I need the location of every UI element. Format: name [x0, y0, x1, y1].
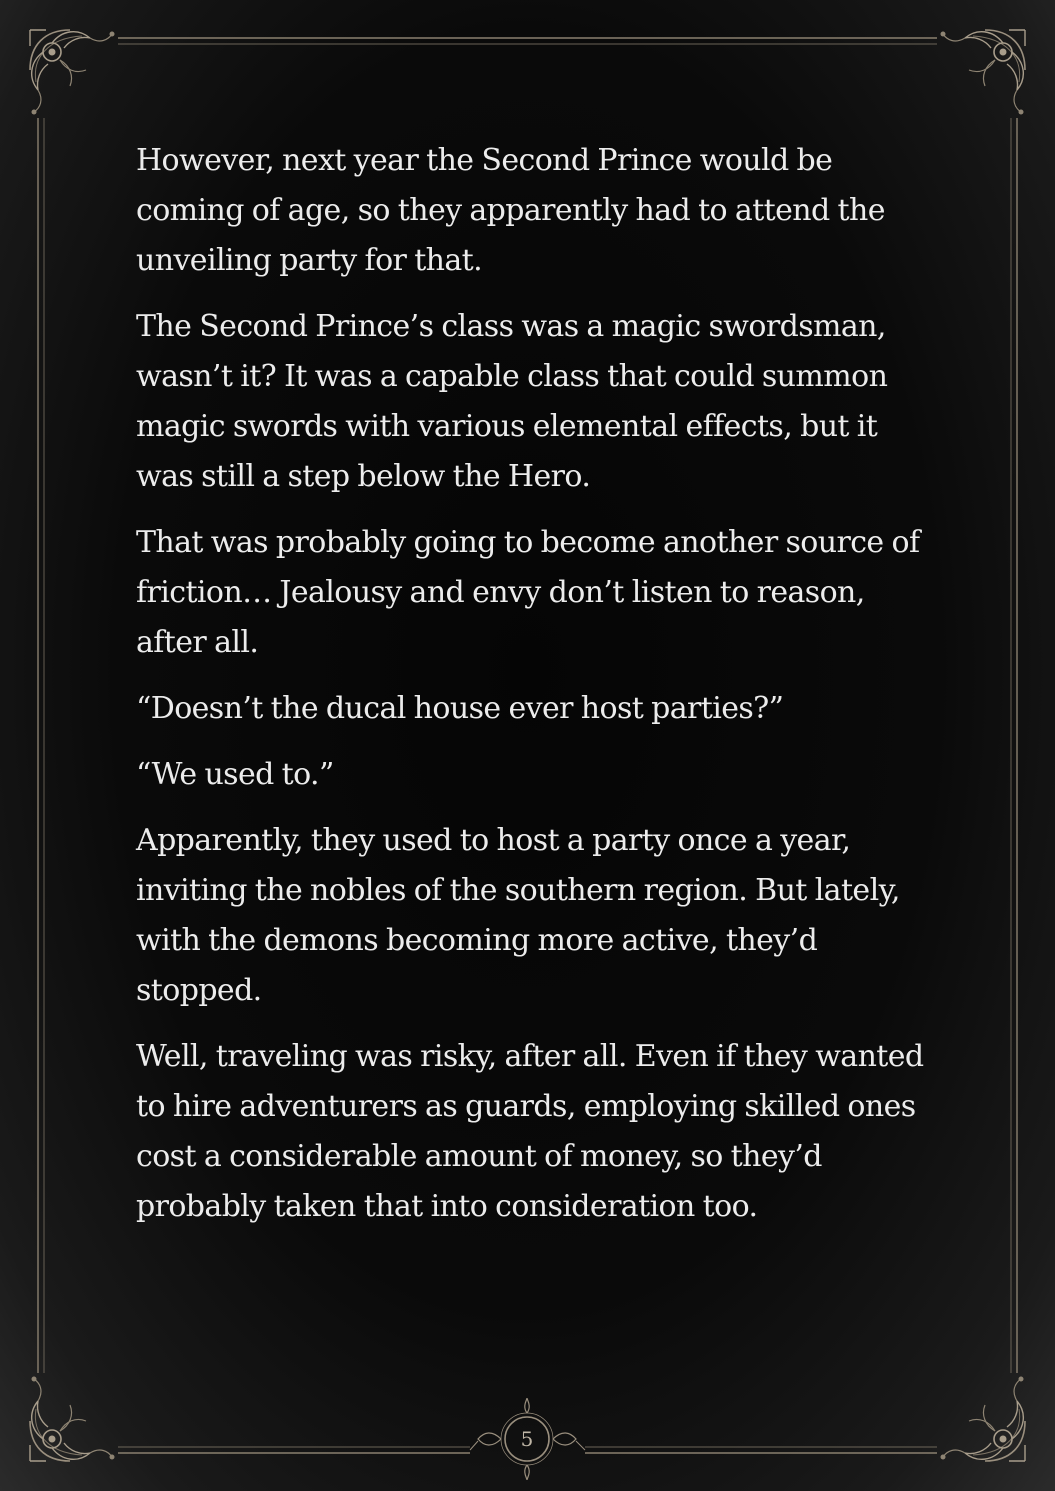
paragraph: That was probably going to become another source of friction… Jealousy and envy don’t listen to reason, after all. — [136, 525, 920, 660]
paragraph: Well, traveling was risky, after all. Even if they wanted to hire adventurers as guards, employing skilled ones cost a considerable amount of money, so they’d probably taken that into consideration too. — [136, 1039, 924, 1224]
ornate-corner-icon — [941, 1377, 1026, 1462]
ornate-corner-icon — [941, 30, 1026, 115]
page-number-medallion — [487, 1404, 567, 1474]
ornate-corner-icon — [30, 1377, 115, 1462]
paragraph: However, next year the Second Prince would be coming of age, so they apparently had to attend the unveiling party for that. — [136, 143, 885, 278]
page-body-text — [136, 136, 926, 1248]
paragraph: The Second Prince’s class was a magic swordsman, wasn’t it? It was a capable class that could summon magic swords with various elemental effects, but it was still a step below the Hero. — [136, 309, 888, 494]
page-number: 5 — [520, 1427, 534, 1451]
paragraph-dialogue: “Doesn’t the ducal house ever host parties?” — [136, 691, 784, 726]
paragraph-dialogue: “We used to.” — [136, 757, 334, 792]
ornate-corner-icon — [30, 30, 115, 115]
paragraph: Apparently, they used to host a party once a year, inviting the nobles of the southern region. But lately, with the demons becoming more active, they’d stopped. — [136, 823, 900, 1008]
